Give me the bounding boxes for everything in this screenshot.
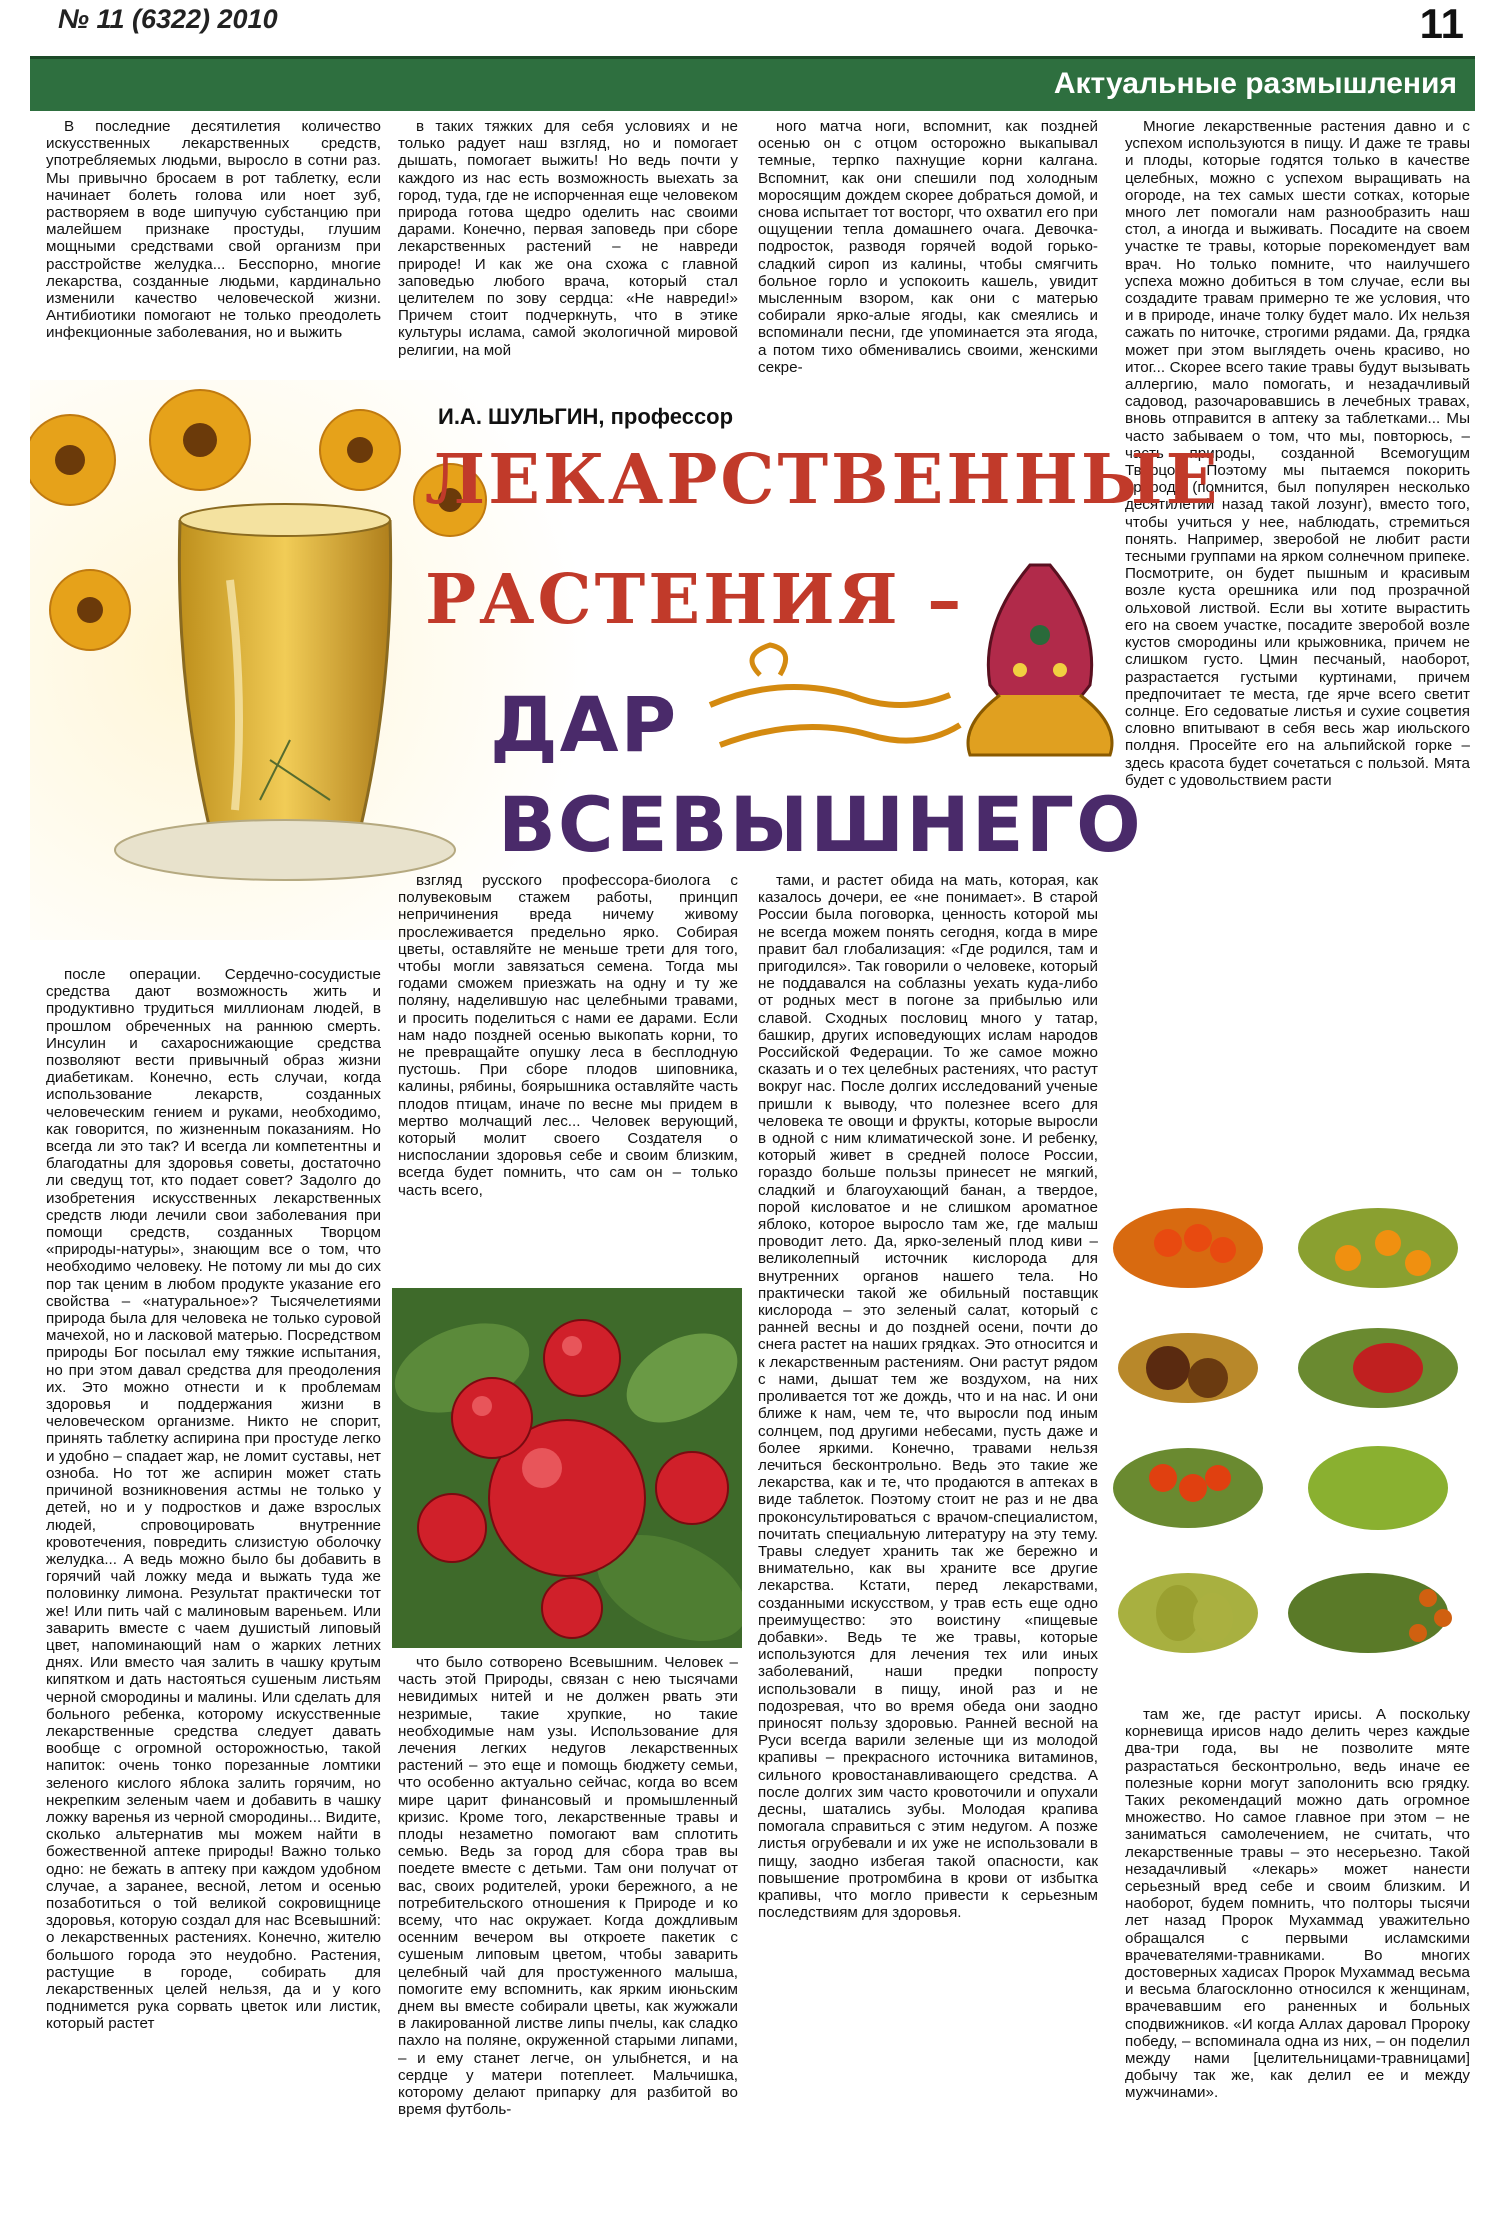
article-byline: И.А. ШУЛЬГИН, профессор — [438, 404, 734, 429]
paragraph: В последние десятилетия количество искусственных лекарственных средств, употребляемых людьми, выросло в сотни раз. Мы привычно бросаем в рот таблетку, если начинает болеть голова или ноет зуб, растворяем в воде шипучую субстанцию при малейшем признаке простуды, глушим мощными средствами свой организм при расстройстве желудка... Бесспорно, многие лекарства, созданные людьми, кардинально изменили качество человеческой жизни. Антибиотики помогают не только преодолеть инфекционные заболевания, но и выжить — [46, 118, 381, 342]
column-3-top — [758, 118, 1098, 376]
berries-grid-photo — [1098, 1188, 1476, 1698]
paragraph: взгляд русского профессора-биолога с полувековым стажем работы, принцип непричинения вреда ничему живому прослеживается предельно ярко. Собирая цветы, оставляйте не меньше трети для того, чтобы могли завязаться семена. Тогда мы годами сможем приезжать на одну и ту же поляну, наделившую нас целебными травами, и просить поделиться с нами ее дарами. Если нам надо поздней осенью выкопать корни, то не превращайте опушку леса в бесплодную пустошь. При сборе плодов шиповника, калины, рябины, боярышника оставляйте часть плодов птицам, иначе по весне мы придем в мертво молчащий лес... Человек верующий, который молит своего Создателя о ниспослании здоровья себе и своим близким, всегда будет помнить, что сам он – только часть всего, — [398, 872, 738, 1199]
column-4-bottom — [1125, 1706, 1470, 2196]
ornament-tulip — [700, 555, 1130, 785]
page-number: 11 — [1419, 0, 1464, 47]
paragraph: тами, и растет обида на мать, которая, как казалось дочери, ее «не понимает». В старой России была поговорка, ценность которой мы не всегда можем понять сегодня, когда в мире правит бал глобализация: «Где родился, там и пригодился». Так говорили о человеке, который не поддавался на соблазны уехать куда-либо от родных мест в погоне за прибылью или славой. Сходных пословиц много у татар, башкир, других исповедующих ислам народов Российской Федерации. То же самое можно сказать и о тех целебных растениях, что растут вокруг нас. После долгих исследований ученые пришли к выводу, что полезнее всего для человека те овощи и фрукты, которые выросли в одной с ним климатической зоне. И ребенку, который живет в средней полосе России, гораздо больше пользы принесет не мягкий, сладкий и благоухающий банан, а твердое, порой кисловатое и не слишком ароматное яблоко, которое выросло там же, где малыш проводит лето. Да, ярко-зеленый плод киви – великолепный источник кислорода для внутренних органов нашего тела. Но практически такой же обильный поставщик кислорода – это зеленый салат, который с ранней весны и до поздней осени, почти до снега растет на наших грядках. Это относится и к лекарственным растениям. Они растут рядом с нами, дышат тем же воздухом, на них проливается тот же дождь, что и на нас. И они ближе к нам, чем те, что выросли под иным солнцем, под другими небесами, пусть даже и более яркими. Конечно, травами нельзя лечиться бесконтрольно. Ведь это такие же лекарства, как и те, что продаются в аптеках в виде таблеток. Поэтому стоит не раз и не два проконсультироваться с врачом-специалистом, почитать специальную литературу на эту тему. Травы следует хранить так же бережно и внимательно, как вы храните все другие лекарства. Кстати, перед лекарствами, созданными искусством, у трав есть еще одно преимущество: это воистину «пищевые добавки». Ведь те же травы, которые используются для лечения тех или иных заболеваний, наши предки попросту использовали в пищу, иной раз и не подозревая, что во время обеда они заодно приносят пользу здоровью. Ранней весной на Руси всегда варили зеленые щи из молодой крапивы – прекрасного источника витаминов, сильного кровостанавливающего средства. А после долгих зим часто кровоточили и опухали десны, шатались зубы. Молодая крапива помогала справиться с этим недугом. А позже листья огрубевали и их уже не использовали в пищу, заодно избегая такой опасности, как повышение протромбина в крови от избытка крапивы, что могло привести к серьезным последствиям для здоровья. — [758, 872, 1098, 1922]
paragraph: что было сотворено Всевышним. Человек – часть этой Природы, связан с нею тысячами невидимых нитей и не должен рвать эти незримые, такие хрупкие, но такие необходимые нам узы. Использование для лечения легких недугов лекарственных растений – это еще и помощь бюджету семьи, что особенно актуально сейчас, когда во всем мире царит финансовый и промышленный кризис. Кроме того, лекарственные травы и плоды незаметно помогают вам сплотить семью. Ведь за город для сбора трав вы поедете вместе с детьми. Там они получат от вас, своих родителей, уроки бережного, а не потребительского отношения к Природе и ко всему, что нас окружает. Когда дождливым осенним вечером вы откроете пакетик с сушеным липовым цветом, чтобы заварить целебный чай для простуженного малыша, помогите ему вспомнить, как ярким июньским днем вы вместе собирали цветы, как жужжали в лакированной листве липы пчелы, как сладко пахло на поляне, окруженной старыми липами, – и ему станет легче, он улыбнется, и на сердце у матери потеплеет. Мальчишка, которому делают припарку для разбитой во время футболь- — [398, 1654, 738, 2119]
paragraph: после операции. Сердечно-сосудистые средства дают возможность жить и продуктивно трудиться миллионам людей, в прошлом обреченных на раннюю смерть. Инсулин и сахароснижающие средства позволяют вести привычный образ жизни диабетикам. Конечно, есть случаи, когда использование лекарств, созданных человеческим гением и руками, необходимо, как говорится, по жизненным показаниям. Но всегда ли это так? И всегда ли компетентны и благодатны для здоровья советы, достаточно ли сведущ тот, кто подает совет? Задолго до изобретения искусственных лекарственных средств люди лечили свои заболевания при помощи средств, созданных Творцом «природы-натуры», знающим все о том, что необходимо человеку. Не потому ли мы до сих пор так ценим в любом продукте указание его свойства – «натуральное»? Тысячелетиями природа была для человека не только суровой мачехой, но и ласковой матерью. Посредством природы Бог посылал ему тяжкие испытания, но при этом давал средства для преодоления их. Это можно отнести и к проблемам здоровья и поддержания жизни в человеческом организме. Никто не спорит, принять таблетку аспирина при простуде легко и удобно – спадает жар, не ломит суставы, нет озноба. Но тот же аспирин может стать причиной возникновения астмы не только у детей, но и у подростков и даже взрослых людей, спровоцировать внутренние кровотечения, повредить слизистую оболочку желудка... А ведь можно было бы добавить в горячий чай ложку меда и выжать туда же половинку лимона. Результат практически тот же! Или пить чай с малиновым вареньем. Или заварить вместе с чаем душистый липовый цвет, напоминающий нам о жарких летних днях. Или вместо чая залить в чашку крутым кипятком и дать настояться сушеным листьям черной смородины и малины. Или сделать для больного ребенка, которому искусственные лекарственные средства следует давать вообще с огромной осторожностью, такой напиток: очень тонко порезанные ломтики зеленого кислого яблока залить горячим, но некрепким зеленым чаем и добавить в чашку ложку варенья из черной смородины... Видите, сколько альтернатив мы можем найти в божественной аптеке природы! Важно только одно: не бежать в аптеку при каждом удобном случае, а заранее, весной, летом и осенью позаботиться о той великой сокровищнице здоровья, которую создал для нас Всевышний: о лекарственных растениях. Конечно, жителю большого города это неудобно. Растения, растущие в городе, собирать для лекарственных целей нельзя, да и у кого поднимется рука сорвать цветок или листик, который растет — [46, 966, 381, 2033]
paragraph: Многие лекарственные растения давно и с успехом используются в пищу. И даже те травы и плоды, которые годятся только в качестве целебных, можно с успехом выращивать на огороде, на тех самых шести сотках, которые много лет помогали нам разнообразить наш стол, а иногда и выживать. Посадите на своем участке те травы, которые порекомендует вам врач. Но только помните, что наилучшего успеха можно добиться в том случае, если вы создадите травам примерно те же условия, что и в природе, иначе толку будет мало. Их нельзя сажать по ниточке, строгими рядами. Да, грядка может при этом выглядеть очень красиво, но итог... Скорее всего такие травы будут вызывать аллергию, мало помогать, и незадачливый садовод, разочаровавшись в лечебных травах, вновь отправится в аптеку за таблетками... Мы часто забываем о том, что мы, повторюсь, – часть природы, созданной Всемогущим Творцом. Поэтому мы пытаемся покорить природу (помнится, был популярен несколько десятилетий назад такой лозунг), вместо того, чтобы учиться у нее, наблюдать, стремиться понять. Например, зверобой не любит расти тесными группами на ярком солнечном припеке. Посмотрите, он будет пышным и красивым возле куста орешника или под прозрачной ольховой листвой. Если вы хотите вырастить его на своем участке, посадите зверобой возле кустов смородины или крыжовника, причем не слишком густо. Цмин песчаный, наоборот, разрастается густыми куртинами, причем предпочитает те места, где ярче всего светит солнце. Его седоватые листья и сухие соцветия словно впитывают в себя весь жар июльского полдня. Просейте его на альпийской горке – здесь красота будет сочетаться с пользой. Мята будет с удовольствием расти — [1125, 118, 1470, 789]
headline-line-1: ЛЕКАРСТВЕННЫЕ — [425, 440, 1221, 520]
column-2-bottom — [398, 1654, 738, 2194]
paragraph: в таких тяжких для себя условиях и не только радует наш взгляд, но и помогает дышать, помогает выжить! Но ведь почти у каждого из нас есть возможность выехать за город, туда, где не испорченная еще человеком природа готова щедро оделить нас своими дарами. Конечно, первая заповедь при сборе лекарственных растений – не навреди природе! И как же она схожа с главной заповедью любого врача, который стал целителем по зову сердца: «Не навреди!» Причем стоит подчеркнуть, что в этике культуры ислама, самой экологичной мировой религии, на мой — [398, 118, 738, 359]
column-2-top — [398, 118, 738, 359]
paragraph: ного матча ноги, вспомнит, как поздней осенью он с отцом осторожно выкапывал темные, терпко пахнущие корни калгана. Вспомнит, как они спешили под холодным моросящим дождем скорее добраться домой, и снова испытает тот восторг, что охватил его при ощущении тепла домашнего очага. Девочка-подросток, разводя горячей водой горько-сладкий сироп из калины, чтобы смягчить больное горло и успокоить кашель, увидит мысленным взором, как они с матерью собирали ярко-алые ягоды, как смеялись и вспоминали песни, где упоминается эта ягода, а потом тихо обменивались своими, женскими секре- — [758, 118, 1098, 376]
column-2-middle — [398, 872, 738, 1280]
column-1-top — [46, 118, 381, 342]
column-3-middle — [758, 872, 1098, 2187]
rosehip-photo — [392, 1288, 742, 1648]
header-issue: № 11 (6322) 2010 — [58, 4, 278, 34]
rubric-bar — [30, 56, 1475, 111]
headline-line-2: РАСТЕНИЯ – — [425, 560, 965, 640]
column-4-top — [1125, 118, 1470, 1303]
column-1-bottom — [46, 966, 381, 2191]
paragraph: там же, где растут ирисы. А поскольку корневища ирисов надо делить через каждые два-три года, вы не позволите мяте разрастаться бесконтрольно, ведь иначе ее полезные корни могут заполонить всю грядку. Таких рекомендаций можно дать огромное множество. Но самое главное при этом – не заниматься самолечением, не считать, что лекарственные травы – это несерьезно. Такой незадачливый «лекарь» может нанести серьезный вред себе и своим близким. И наоборот, будем помнить, что полторы тысячи лет назад Пророк Мухаммад уважительно обращался с первыми исламскими врачевателями-травниками. Во многих достоверных хадисах Пророк Мухаммад весьма и весьма благосклонно относился к женщинам, врачевавшим его раненных и больных сподвижников. «И когда Аллах даровал Пророку победу, – вспоминала одна из них, – он поделил между нами [целительницами-травницами] добычу так же, как делил ее и между мужчинами». — [1125, 1706, 1470, 2102]
rubric-title: Актуальные размышления — [1053, 67, 1457, 100]
headline-line-4: ВСЕВЫШНЕГО — [498, 780, 1143, 869]
headline-line-3: ДАР — [490, 680, 679, 769]
